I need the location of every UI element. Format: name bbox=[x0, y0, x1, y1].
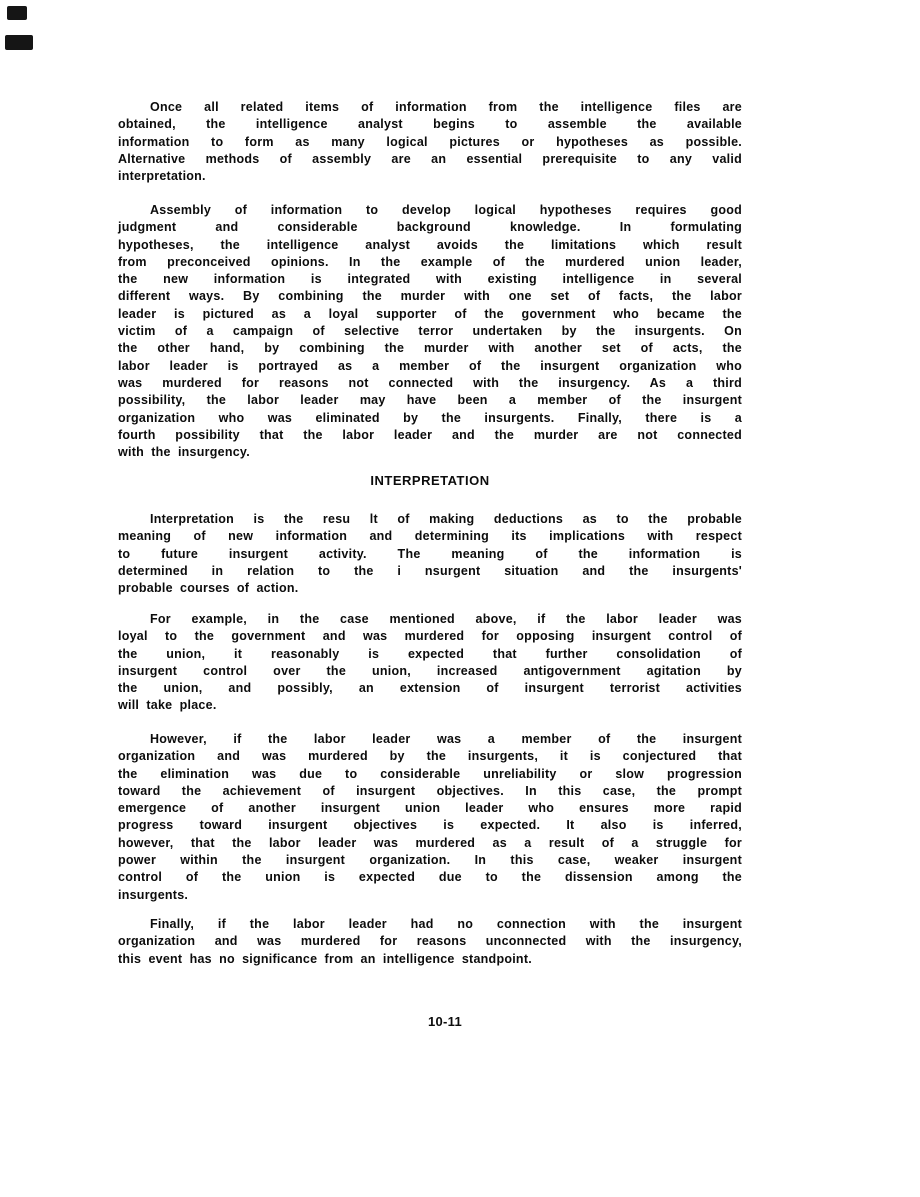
text-line: the union, and possibly, an extension of insurgent terrorist activities bbox=[118, 681, 742, 696]
text-line: victim of a campaign of selective terror undertaken by the insurgents. On bbox=[118, 324, 742, 339]
page-number: 10-11 bbox=[427, 1014, 463, 1029]
text-line: information to form as many logical pictures or hypotheses as possible. bbox=[118, 134, 742, 149]
text-line: this event has no significance from an intelligence standpoint. bbox=[118, 951, 532, 966]
text-line: organization and was murdered by the insurgents, it is conjectured that bbox=[118, 749, 742, 764]
text-line: progress toward insurgent objectives is expected. It also is inferred, bbox=[118, 818, 742, 833]
text-line: with the insurgency. bbox=[118, 445, 250, 460]
paragraph-interpretation-definition bbox=[118, 511, 742, 597]
text-line: Assembly of information to develop logical hypotheses requires good bbox=[150, 203, 742, 217]
text-line: probable courses of action. bbox=[118, 581, 299, 596]
paragraph-no-connection bbox=[118, 916, 742, 968]
paragraph-example-loyal bbox=[118, 611, 742, 715]
text-line: organization and was murdered for reasons unconnected with the insurgency, bbox=[118, 934, 742, 949]
text-line: determined in relation to the i nsurgent situation and the insurgents' bbox=[118, 563, 742, 578]
text-line: different ways. By combining the murder with one set of facts, the labor bbox=[118, 289, 742, 304]
text-line: For example, in the case mentioned above, if the labor leader was bbox=[150, 612, 742, 626]
paragraph-example-member bbox=[118, 731, 742, 904]
text-line: will take place. bbox=[118, 698, 217, 713]
text-line: to future insurgent activity. The meaning of the information is bbox=[118, 546, 742, 561]
text-line: judgment and considerable background knowledge. In formulating bbox=[118, 220, 742, 235]
text-line: Finally, if the labor leader had no connection with the insurgent bbox=[150, 917, 742, 931]
text-line: obtained, the intelligence analyst begins to assemble the available bbox=[118, 117, 742, 132]
text-line: emergence of another insurgent union leader who ensures more rapid bbox=[118, 801, 742, 816]
text-line: from preconceived opinions. In the example of the murdered union leader, bbox=[118, 254, 742, 269]
text-line: power within the insurgent organization. In this case, weaker insurgent bbox=[118, 853, 742, 868]
text-line: insurgents. bbox=[118, 887, 189, 902]
paragraph-hypotheses bbox=[118, 202, 742, 461]
text-line: insurgent control over the union, increased antigovernment agitation by bbox=[118, 663, 742, 678]
text-line: leader is pictured as a loyal supporter of the government who became the bbox=[118, 306, 742, 321]
text-line: the elimination was due to considerable unreliability or slow progression bbox=[118, 766, 742, 781]
text-line: possibility, the labor leader may have been a member of the insurgent bbox=[118, 393, 742, 408]
text-line: meaning of new information and determining its implications with respect bbox=[118, 529, 742, 544]
text-line: organization who was eliminated by the insurgents. Finally, there is a bbox=[118, 410, 742, 425]
text-line: Once all related items of information from the intelligence files are bbox=[150, 100, 742, 114]
text-line: the other hand, by combining the murder with another set of acts, the bbox=[118, 341, 742, 356]
text-line: control of the union is expected due to the dissension among the bbox=[118, 870, 742, 885]
text-line: fourth possibility that the labor leader and the murder are not connected bbox=[118, 427, 742, 442]
text-line: loyal to the government and was murdered for opposing insurgent control of bbox=[118, 629, 742, 644]
text-line: interpretation. bbox=[118, 169, 206, 184]
text-line: Alternative methods of assembly are an essential prerequisite to any valid bbox=[118, 151, 742, 166]
text-line: however, that the labor leader was murdered as a result of a struggle for bbox=[118, 835, 742, 850]
text-line: Interpretation is the resu lt of making deductions as to the probable bbox=[150, 512, 742, 526]
section-heading-interpretation: INTERPRETATION bbox=[370, 473, 490, 488]
text-line: However, if the labor leader was a member of the insurgent bbox=[150, 732, 742, 746]
scan-artifact-mark-top bbox=[7, 6, 27, 20]
text-line: toward the achievement of insurgent objectives. In this case, the prompt bbox=[118, 783, 742, 798]
text-line: was murdered for reasons not connected with the insurgency. As a third bbox=[118, 375, 742, 390]
paragraph-assembly-intro bbox=[118, 99, 742, 185]
scan-artifact-mark-bottom bbox=[5, 35, 33, 50]
text-line: the new information is integrated with existing intelligence in several bbox=[118, 272, 742, 287]
text-line: the union, it reasonably is expected that further consolidation of bbox=[118, 646, 742, 661]
text-line: hypotheses, the intelligence analyst avoids the limitations which result bbox=[118, 237, 742, 252]
text-line: labor leader is portrayed as a member of the insurgent organization who bbox=[118, 358, 742, 373]
